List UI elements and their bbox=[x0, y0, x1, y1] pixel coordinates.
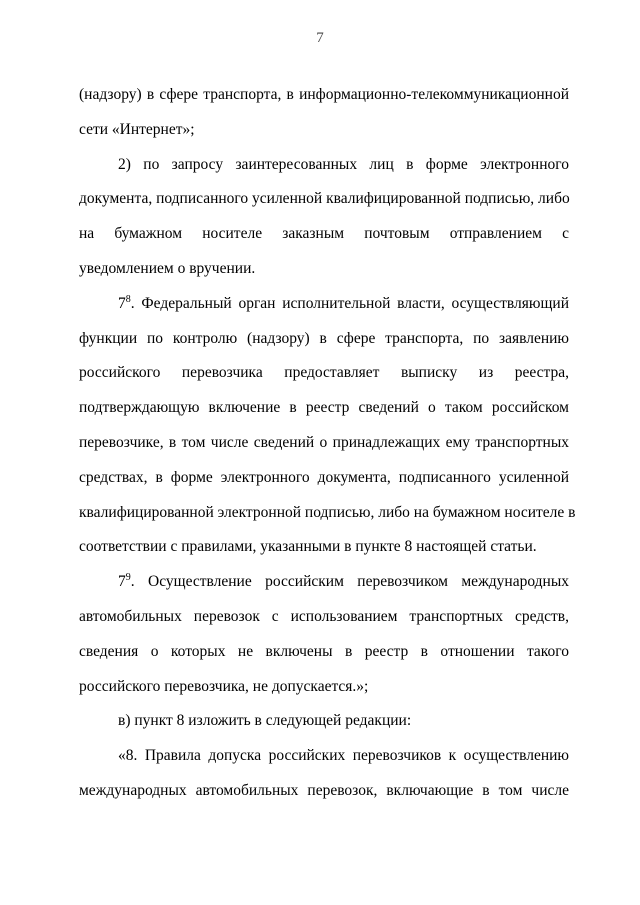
document-body bbox=[79, 78, 576, 809]
text-line: российского перевозчика, не допускается.»; bbox=[79, 677, 369, 695]
text-line: уведомлением о вручении. bbox=[79, 259, 256, 277]
text-line: подтверждающую включение в реестр сведений о таком российском bbox=[79, 399, 569, 417]
text-line: (надзору) в сфере транспорта, в информационно-телекоммуникационной bbox=[79, 86, 569, 103]
text-line: российского перевозчика предоставляет выписку из реестра, bbox=[79, 364, 569, 382]
text-line: средствах, в форме электронного документа, подписанного усиленной bbox=[79, 468, 569, 486]
text-line: квалифицированной электронной подписью, либо на бумажном носителе в bbox=[79, 503, 576, 521]
text-line: $7^8$. Федеральный орган исполнительной власти, осуществляющий bbox=[118, 293, 569, 312]
text-line: $7^9$. Осуществление российским перевозчиком международных bbox=[118, 572, 569, 591]
paragraph-number-superscript: 9 bbox=[125, 572, 131, 583]
text-line: документа, подписанного усиленной квалифицированной подписью, либо bbox=[79, 190, 570, 208]
text-line: международных автомобильных перевозок, включающие в том числе bbox=[79, 781, 569, 799]
paragraph-number-superscript: 8 bbox=[125, 293, 131, 305]
text-line: функции по контролю (надзору) в сфере транспорта, по заявлению bbox=[79, 329, 569, 347]
text-line: автомобильных перевозок с использованием транспортных средств, bbox=[79, 607, 569, 625]
text-line: в) пункт 8 изложить в следующей редакции: bbox=[118, 712, 412, 730]
text-line: сведения о которых не включены в реестр в отношении такого bbox=[79, 642, 569, 660]
paragraph-number: 7 bbox=[118, 573, 126, 591]
text-line: 2) по запросу заинтересованных лиц в форме электронного bbox=[118, 155, 569, 173]
text-line: соответствии с правилами, указанными в пункте 8 настоящей статьи. bbox=[79, 538, 537, 556]
page-number: 7 bbox=[316, 30, 324, 46]
paragraph-number: 7 bbox=[118, 294, 126, 312]
text-line: на бумажном носителе заказным почтовым отправлением с bbox=[79, 225, 569, 243]
text-line: перевозчике, в том числе сведений о принадлежащих ему транспортных bbox=[79, 433, 569, 451]
text-line: «8. Правила допуска российских перевозчиков к осуществлению bbox=[118, 747, 569, 765]
text-line: сети «Интернет»; bbox=[79, 120, 195, 138]
